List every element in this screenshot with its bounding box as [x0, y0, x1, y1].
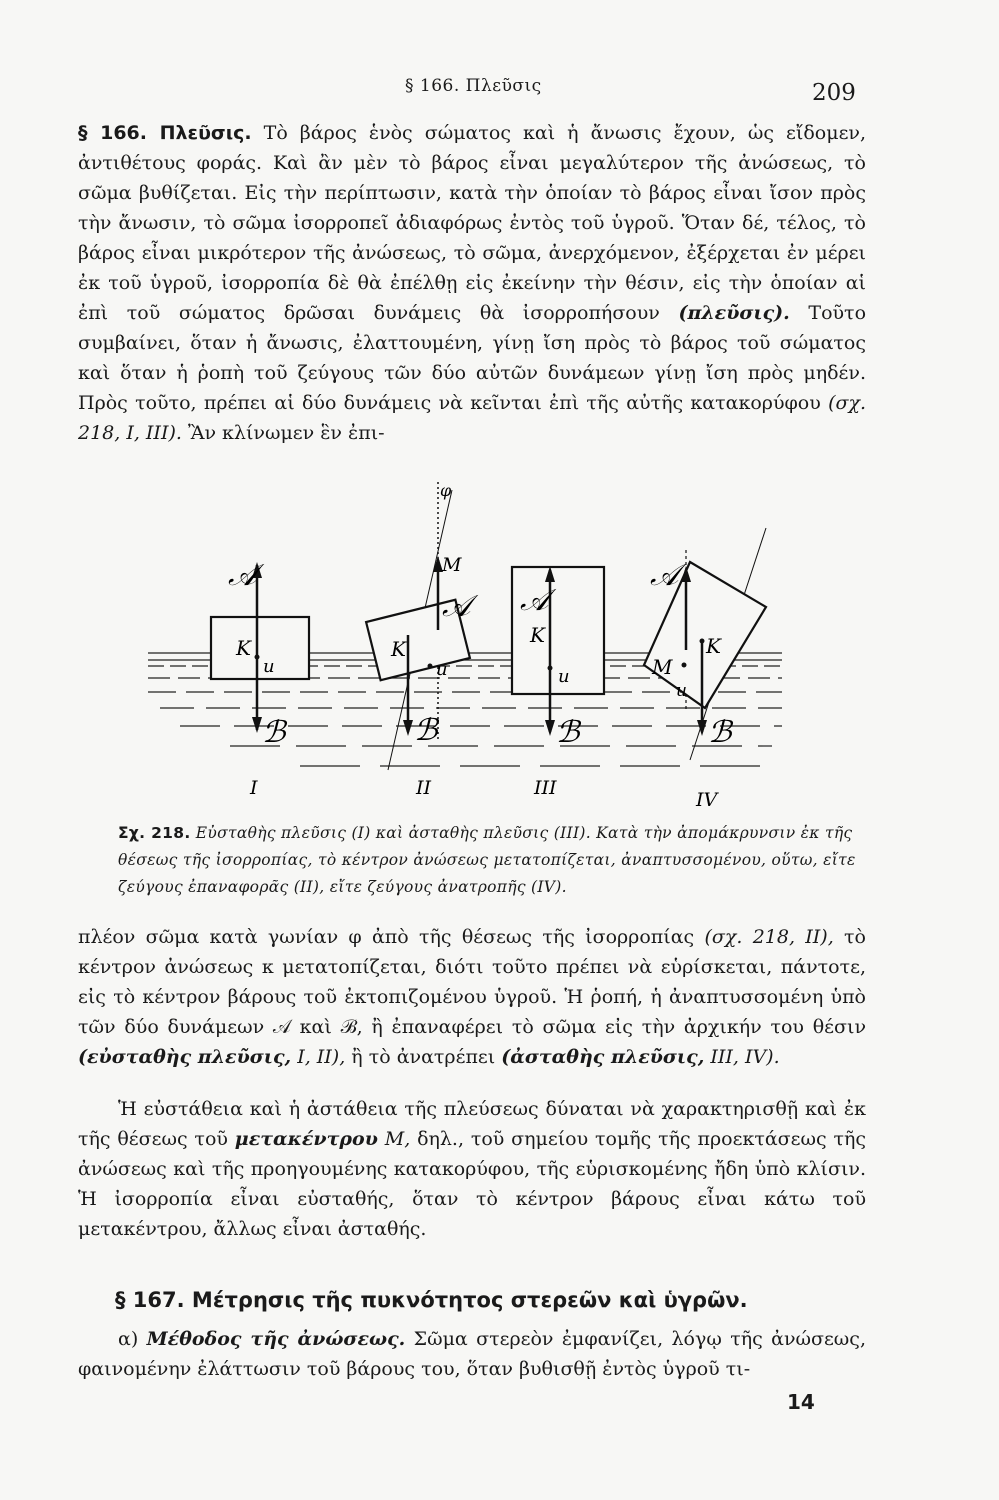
panel-III-label-A: 𝒜: [520, 583, 549, 618]
panel-II-label-phi: φ: [440, 481, 452, 500]
panel-II-label-K: K: [391, 637, 406, 661]
panel-III-label-u: u: [558, 666, 570, 687]
paragraph-2: [78, 922, 866, 1072]
caption-text: Εὐσταθὴς πλεῦσις (I) καὶ ἀσταθὴς πλεῦσις (III). Κατὰ τὴν ἀπομάκρυνσιν ἐκ τῆς θέσεως τῆς ἰσορροπίας, τὸ κέντρον ἀνώσεως μετατοπίζεται, ἀναπτυσσομένου, οὕτω, εἴτε ζεύγους ἐπαναφορᾶς (II), εἴτε ζεύγους ἀνατροπῆς (IV).: [118, 824, 856, 896]
paragraph-1: [78, 118, 866, 448]
p2-ital-b: I, II),: [291, 1046, 346, 1068]
panel-I-body: [211, 617, 309, 679]
panel-IV-roman: IV: [696, 789, 718, 810]
paragraph-4: [78, 1324, 866, 1384]
p4-text-a: Σῶμα στερεὸν ἐμφανίζει, λόγῳ τῆς ἀνώσεως, φαινομένην ἐλάττωσιν τοῦ βάρους του, ὅταν βυθισθῇ ἐντὸς ὑγροῦ τι-: [78, 1328, 866, 1380]
panel-IV-label-u: u: [676, 681, 687, 701]
section-166-heading: § 166. Πλεῦσις.: [78, 122, 252, 144]
panel-IV-label-A: 𝒜: [650, 558, 679, 593]
panel-I-diagram: [211, 558, 309, 799]
p1-text-c: Ἂν κλίνωμεν ἓν ἐπι-: [181, 422, 385, 444]
figure-caption: [118, 820, 868, 901]
paragraph-3: [78, 1094, 866, 1244]
signature-mark: 14: [787, 1390, 815, 1414]
p1-ital-a: (σχ. 218, I, III).: [78, 392, 866, 444]
p2-bold-b: (ἀσταθὴς πλεῦσις,: [501, 1046, 705, 1068]
p2-text-c: ἢ τὸ ἀνατρέπει: [345, 1046, 502, 1068]
panel-I-label-u: u: [263, 656, 275, 677]
p2-ital-a: (σχ. 218, II),: [704, 926, 834, 948]
page-header: [0, 70, 999, 110]
panel-III-roman: III: [534, 777, 557, 799]
panel-IV-diagram: [644, 528, 766, 810]
p3-ital-a: M,: [377, 1128, 411, 1150]
p3-text-a: Ἡ εὐστάθεια καὶ ἡ ἀστάθεια τῆς πλεύσεως δύναται νὰ χαρακτηρισθῇ καὶ ἐκ τῆς θέσεως τοῦ: [78, 1098, 866, 1150]
p4-bold-a: Μέθοδος τῆς ἀνώσεως.: [146, 1328, 406, 1350]
panel-II-label-B: ℬ: [414, 713, 438, 748]
p3-bold-a: μετακέντρου: [234, 1128, 378, 1150]
panel-II-diagram: [366, 481, 479, 799]
section-167-heading: § 167. Μέτρησις τῆς πυκνότητος στερεῶν καὶ ὑγρῶν.: [115, 1288, 748, 1312]
panel-III-label-K: K: [530, 623, 545, 647]
panel-IV-label-B: ℬ: [708, 715, 732, 750]
panel-IV-label-K: K: [706, 634, 721, 658]
panel-II-roman: II: [416, 777, 432, 799]
panel-II-label-M: M: [442, 554, 462, 576]
p2-text-b: τὸ κέντρον ἀνώσεως κ μετατοπίζεται, διότι τοῦτο πρέπει νὰ εὑρίσκεται, πάντοτε, εἰς τὸ κέντρον βάρους τοῦ ἐκτοπιζομένου ὑγροῦ. Ἡ ῥοπή, ἡ ἀναπτυσσομένη ὑπὸ τῶν δύο δυνάμεων 𝒜 καὶ ℬ, ἢ ἐπαναφέρει τὸ σῶμα εἰς τὴν ἀρχικήν του θέσιν: [78, 926, 866, 1038]
p2-ital-c: III, IV).: [704, 1046, 780, 1068]
p1-text-a: Τὸ βάρος ἑνὸς σώματος καὶ ἡ ἄνωσις ἔχουν, ὡς εἴδομεν, ἀντιθέτους φοράς. Καὶ ἂν μὲν τὸ βάρος εἶναι μεγαλύτερον τῆς ἀνώσεως, τὸ σῶμα βυθίζεται. Εἰς τὴν περίπτωσιν, κατὰ τὴν ὁποίαν τὸ βάρος εἶναι ἴσον πρὸς τὴν ἄνωσιν, τὸ σῶμα ἰσορροπεῖ ἀδιαφόρως ἐντὸς τοῦ ὑγροῦ. Ὅταν δέ, τέλος, τὸ βάρος εἶναι μικρότερον τῆς ἀνώσεως, τὸ σῶμα, ἀνερχόμενον, ἐξέρχεται ἐν μέρει ἐκ τοῦ ὑγροῦ, ἰσορροπία δὲ θὰ ἐπέλθῃ εἰς ἐκείνην τὴν θέσιν, εἰς τὴν ὁποίαν αἱ ἐπὶ τοῦ σώματος δρῶσαι δυνάμεις θὰ ἰσορροπήσουν: [78, 122, 866, 324]
panel-IV-label-M: M: [652, 655, 673, 679]
p4-label: α): [118, 1328, 147, 1350]
running-title: § 166. Πλεῦσις: [405, 76, 542, 96]
p2-text-a: πλέον σῶμα κατὰ γωνίαν φ ἀπὸ τῆς θέσεως τῆς ἰσορροπίας: [78, 926, 705, 948]
p1-text-b: Τοῦτο συμβαίνει, ὅταν ἡ ἄνωσις, ἐλαττουμένη, γίνῃ ἴση πρὸς τὸ βάρος τοῦ σώματος καὶ ὅταν ἡ ῥοπὴ τοῦ ζεύγους τῶν δύο αὐτῶν δυνάμεων γίνῃ ἴση πρὸς μηδέν. Πρὸς τοῦτο, πρέπει αἱ δύο δυνάμεις νὰ κεῖνται ἐπὶ τῆς αὐτῆς κατακορύφου: [78, 302, 867, 414]
page-number: 209: [812, 80, 856, 106]
panel-III-label-B: ℬ: [556, 715, 580, 750]
panel-I-roman: I: [250, 777, 258, 799]
panel-II-label-A: 𝒜: [442, 589, 471, 624]
p2-bold-a: (εὐσταθὴς πλεῦσις,: [78, 1046, 292, 1068]
figure-218: [0, 470, 999, 810]
caption-label: Σχ. 218.: [118, 824, 191, 842]
p3-text-b: δηλ., τοῦ σημείου τομῆς τῆς προεκτάσεως τῆς ἀνώσεως καὶ τῆς προηγουμένης κατακορύφου, τῆς εὑρισκομένης ἤδη ὑπὸ κλίσιν. Ἡ ἰσορροπία εἶναι εὐσταθής, ὅταν τὸ κέντρον βάρους εἶναι κάτω τοῦ μετακέντρου, ἄλλως εἶναι ἀσταθής.: [78, 1128, 866, 1240]
p1-bold-a: (πλεῦσις).: [678, 302, 790, 324]
panel-II-label-u: u: [436, 659, 448, 680]
panel-I-label-K: K: [236, 636, 251, 660]
panel-I-label-B: ℬ: [262, 715, 286, 750]
panel-I-label-A: 𝒜: [228, 558, 257, 593]
panel-III-diagram: [512, 566, 604, 799]
